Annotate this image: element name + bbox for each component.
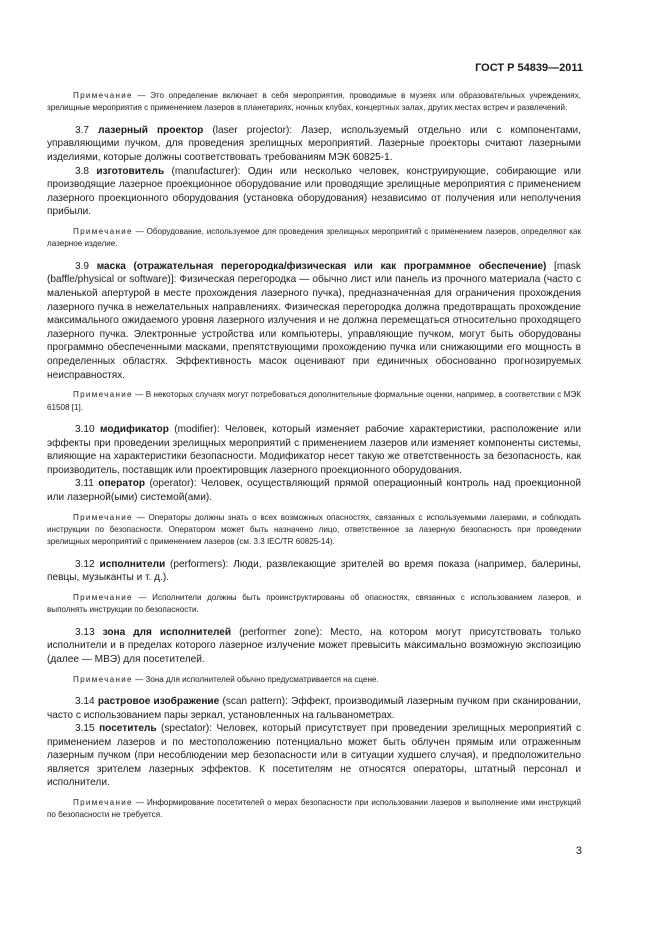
term-scan-pattern: растровое изображение: [97, 695, 220, 707]
term-spectator: посетитель: [99, 723, 157, 735]
note-label: Примечание: [73, 592, 133, 602]
page-number: 3: [575, 845, 582, 857]
term-operator: оператор: [98, 478, 146, 490]
document-header: ГОСТ Р 54839—2011: [475, 62, 583, 74]
term-modifier: модификатор: [100, 423, 169, 435]
clause-3-15: 3.15 посетитель (spectator): Человек, который присутствует при проведении зрелищных мероприятий с применением лазеров и по местоположению потенциально может быть облучен прямым или отраженным лазерным пучком (при несоблюдении мер безопасности или в ситуации худшего случая), и предположительно является зрителем лазерных эффектов. К посетителям не относятся операторы, штатный персонал и исполнители.: [47, 723, 581, 789]
clause-3-7: 3.7 лазерный проектор (laser projector): Лазер, используемый отдельно или с компонентами, управляющими пучком, для проведения зрелищных мероприятий. Лазерные проекторы считают лазерными изделиями, которые должны соответствовать требованиям МЭК 60825-1.: [47, 124, 581, 163]
note-label: Примечание: [73, 512, 133, 522]
clause-3-10: 3.10 модификатор (modifier): Человек, который изменяет рабочие характеристики, расположение или эффекты при проведении зрелищных мероприятий с применением лазеров или изменяет компоненты системы, влияющие на характеристики безопасности. Модификатор несет такую же ответственность за безопасность, как производитель, поставщик или проектировщик лазерного проекционного оборудования.: [47, 423, 581, 476]
note-label: Примечание: [73, 226, 133, 236]
clause-3-11: 3.11 оператор (operator): Человек, осуществляющий прямой операционный контроль над проекционной или лазерной(ыми) системой(ами).: [47, 478, 581, 503]
note-label: Примечание: [73, 390, 133, 400]
term-mask: маска (отражательная перегородка/физическая или как программное обеспечение): [96, 260, 547, 272]
term-manufacturer: изготовитель: [96, 165, 165, 177]
note-label: Примечание: [73, 798, 133, 808]
note-label: Примечание: [73, 91, 133, 100]
term-performer-zone: зона для исполнителей: [102, 626, 232, 638]
page-body: [47, 90, 581, 828]
clause-3-12: 3.12 исполнители (performers): Люди, развлекающие зрителей во время показа (например, балерины, певцы, музыканты и т. д.).: [47, 558, 581, 584]
clause-3-8: 3.8 изготовитель (manufacturer): Один или несколько человек, конструирующие, собирающие или производящие лазерное проекционное оборудование или проводящие зрелищные мероприятия с применением лазерного проекционного оборудования (установка оборудования) независимо от получения или неполучения прибыли.: [47, 165, 582, 218]
clause-3-13: 3.13 зона для исполнителей (performer zone): Место, на котором могут присутствовать только исполнители и в пределах которого лазерное излучение может превысить максимально возможную экспозицию (далее — МВЭ) для посетителей.: [47, 626, 581, 665]
term-performers: исполнители: [99, 558, 166, 570]
note-label: Примечание: [73, 674, 133, 684]
note-spectators: Примечание — Информирование посетителей о мерах безопасности при использовании лазеров и выполнение ими инструкций по безопасности не требуется.: [47, 798, 581, 820]
clause-3-14: 3.14 растровое изображение (scan pattern): Эффект, производимый лазерным пучком при сканировании, часто с использованием пары зеркал, установленных на гальванометрах.: [47, 695, 581, 721]
clause-3-9: 3.9 маска (отражательная перегородка/физическая или как программное обеспечение) [mask (baffle/physical or software)]: Физическая перегородка — обычно лист или панель из прочного материала (часто с маленькой апертурой в месте прохождения лазерного пучка), предназначенная для ограничения прохождения лазерного пучка в нежелательных направлениях. Физическая перегородка должна предотвращать прохождение максимального ожидаемого уровня лазерного излучения и не должна перемещаться относительно проходящего лазерного пучка. Электронные устройства или компьютеры, управляющие пучком, могут быть оборудованы программно обеспеченными масками, препятствующими прохождению пучка или снижающими его мощность в определенных областях. Эффективность масок оценивают при единичных обоснованно прогнозируемых неисправностях.: [47, 260, 581, 381]
note-performer-zone: Примечание — Зона для исполнителей обычно предусматривается на сцене.: [73, 674, 379, 684]
note-museums: Примечание — Это определение включает в себя мероприятия, проводимые в музеях или образовательных учреждениях, зрелищные мероприятия с применением лазеров в планетариях, ночных клубах, концертных залах, других местах встреч и развлечений.: [47, 91, 581, 113]
note-operators: Примечание — Операторы должны знать о всех возможных опасностях, связанных с используемыми лазерами, и соблюдать инструкции по безопасности. Оператором может быть назначено лицо, ответственное за лазерную безопасность при проведении зрелищных мероприятий с применением лазеров (см. 3.3 IEC/TR 60825-14).: [47, 512, 581, 547]
note-laser-product: Примечание — Оборудование, используемое для проведения зрелищных мероприятий с применением лазеров, определяют как лазерное изделие.: [47, 226, 581, 249]
term-laser-projector: лазерный проектор: [98, 124, 204, 136]
note-iec-61508: Примечание — В некоторых случаях могут потребоваться дополнительные формальные оценки, например, в соответствии с МЭК 61508 [1].: [47, 390, 581, 412]
note-performers: Примечание — Исполнители должны быть проинструктированы об опасностях, связанных с использованием лазеров, и выполнять инструкции по безопасности.: [47, 592, 581, 615]
